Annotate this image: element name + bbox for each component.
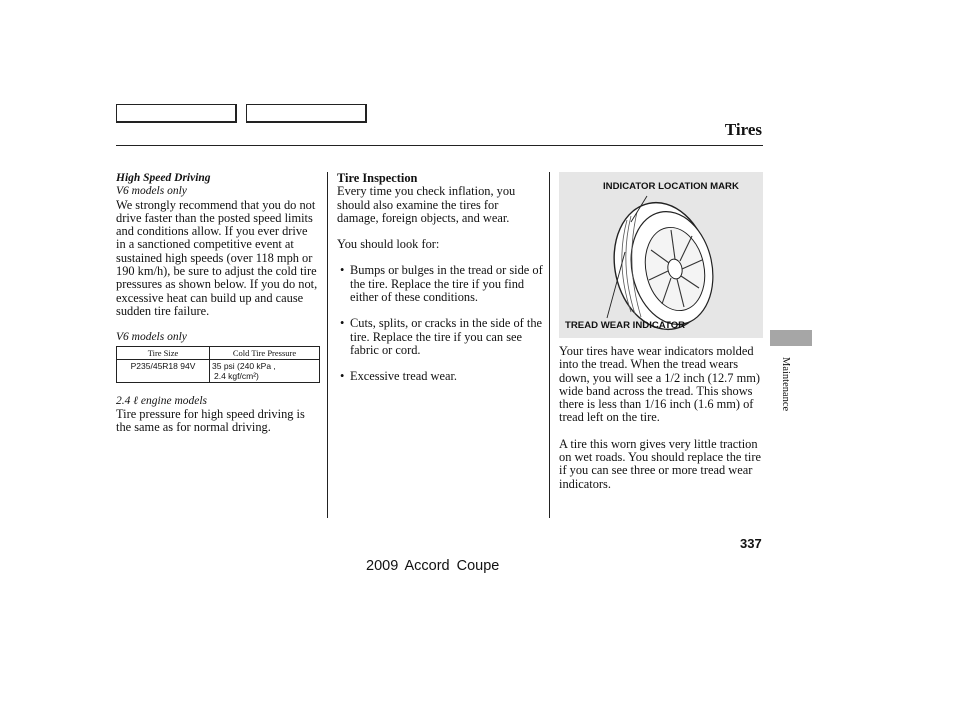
list-item: • Bumps or bulges in the tread or side of the tire. Replace the tire if you find either of these conditions. (337, 264, 543, 304)
footer-model: 2009 Accord Coupe (366, 558, 500, 574)
column-wear-indicators (559, 345, 763, 491)
column-divider-1 (327, 172, 328, 518)
title-rule (116, 145, 763, 146)
table-cell-pressure (210, 359, 320, 382)
table-header-pressure: Cold Tire Pressure (210, 346, 320, 359)
section-heading-high-speed: High Speed Driving (116, 172, 211, 184)
page-title: Tires (724, 120, 762, 139)
table-row (117, 359, 320, 382)
subheading-v6: V6 models only (116, 185, 187, 198)
section-tab[interactable] (770, 330, 812, 346)
section-tab-label: Maintenance (780, 357, 791, 412)
nav-button-next[interactable] (246, 104, 367, 123)
pressure-line-1: 35 psi (240 kPa , (212, 360, 276, 371)
tread-wear-label: TREAD WEAR INDICATOR (565, 320, 686, 331)
traction-paragraph: A tire this worn gives very little traction on wet roads. You should replace the tire if you can see three or more tread wear indicators. (559, 436, 761, 491)
wear-indicator-paragraph: Your tires have wear indicators molded into the tread. When the tread wears down, you will see a 1/2 inch (12.7 mm) wide band across the tread. This shows there is less than 1/16 inch (1.6 mm) of tread left on the tire. (559, 344, 760, 425)
engine-caption: 2.4 ℓ engine models (116, 394, 208, 407)
high-speed-paragraph: We strongly recommend that you do not drive faster than the posted speed limits and conditions allow. If you ever drive in a sanctioned competitive event at sustained high speeds (over 118 mph or 190 km/h), be sure to adjust the cold tire pressures as shown below. If you do not, excessive heat can build up and cause sudden tire failure. (116, 197, 318, 318)
tire-figure (559, 172, 763, 338)
tire-illustration-icon (559, 172, 763, 338)
pressure-line-2: 2.4 kgf/cm²) (214, 370, 259, 381)
indicator-location-label: INDICATOR LOCATION MARK (603, 181, 739, 192)
table-cell-size: P235/45R18 94V (117, 359, 210, 382)
column-tire-inspection (337, 172, 543, 397)
column-divider-2 (549, 172, 550, 518)
nav-button-previous[interactable] (116, 104, 237, 123)
table-header-size: Tire Size (117, 346, 210, 359)
section-heading-tire-inspection: Tire Inspection (337, 171, 418, 185)
table-caption: V6 models only (116, 331, 187, 344)
inspection-intro: Every time you check inflation, you should also examine the tires for damage, foreign objects, and wear. (337, 184, 516, 225)
column-high-speed (116, 172, 320, 434)
inspection-list (337, 264, 543, 383)
list-item: • Excessive tread wear. (337, 370, 543, 383)
engine-paragraph: Tire pressure for high speed driving is the same as for normal driving. (116, 406, 305, 435)
page-number: 337 (740, 536, 762, 551)
tire-pressure-table (116, 346, 320, 383)
list-item: • Cuts, splits, or cracks in the side of the tire. Replace the tire if you can see fabric or cord. (337, 317, 543, 357)
look-for-text: You should look for: (337, 237, 440, 252)
